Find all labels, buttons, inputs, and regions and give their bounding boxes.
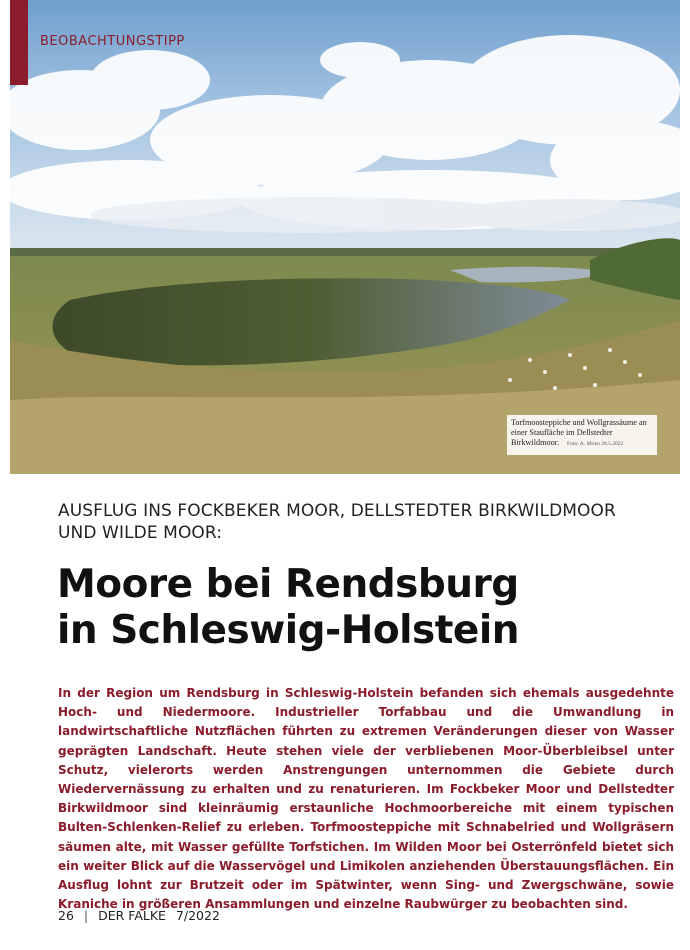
footer-separator: |	[83, 908, 89, 923]
magazine-name: DER FALKE	[98, 908, 166, 923]
page-footer	[58, 908, 226, 923]
section-label: BEOBACHTUNGSTIPP	[40, 34, 185, 49]
section-accent-bar	[10, 0, 28, 85]
caption-text: Torfmoosteppiche und Wollgrassäume an einer Staufläche im Dellstedter Birkwildmoor.	[511, 418, 647, 447]
moor-landscape-photo	[10, 0, 680, 474]
photo-credit: Foto: A. Mrien 28.5.2022	[567, 441, 624, 447]
issue-number: 7/2022	[175, 908, 220, 923]
article-kicker: AUSFLUG INS FOCKBEKER MOOR, DELLSTEDTER BIRKWILDMOOR UND WILDE MOOR:	[58, 501, 616, 543]
page-number: 26	[58, 908, 74, 923]
article-title	[57, 562, 677, 654]
article-lead: In der Region um Rendsburg in Schleswig-Holstein befanden sich ehemals ausgedehnte Hoch- und Niedermoore. Industrieller Torfabbau und die Umwandlung in landwirtschaftliche Nutzflächen führten zu extremen Veränderungen dieser von Wasser geprägten Landschaft. Heute stehen viele der verbliebenen Moor-Überbleibsel unter Schutz, vielerorts werden Anstrengungen unternommen die Gebiete durch Wiedervernässung zu erhalten und zu renaturieren. Im Fockbeker Moor und Dellstedter Birkwildmoor sind kleinräumig erstaunliche Hochmoorbereiche mit einem typischen Bulten-Schlenken-Relief zu erleben. Torfmoosteppiche mit Schnabelried und Wollgräsern säumen alte, mit Wasser gefüllte Torfstichen. Im Wilden Moor bei Osterrönfeld bietet sich ein weiter Blick auf die Wasservögel und Limikolen anziehenden Überstauungsflächen. Ein Ausflug lohnt zur Brutzeit oder im Spätwinter, wenn Sing- und Zwergschwäne, sowie Kraniche in größeren Ansammlungen und einzelne Raubwürger zu beobachten sind.	[58, 686, 674, 912]
title-line-2: in Schleswig-Holstein	[57, 608, 519, 653]
title-line-1: Moore bei Rendsburg	[57, 562, 519, 607]
photo-caption	[507, 415, 657, 455]
